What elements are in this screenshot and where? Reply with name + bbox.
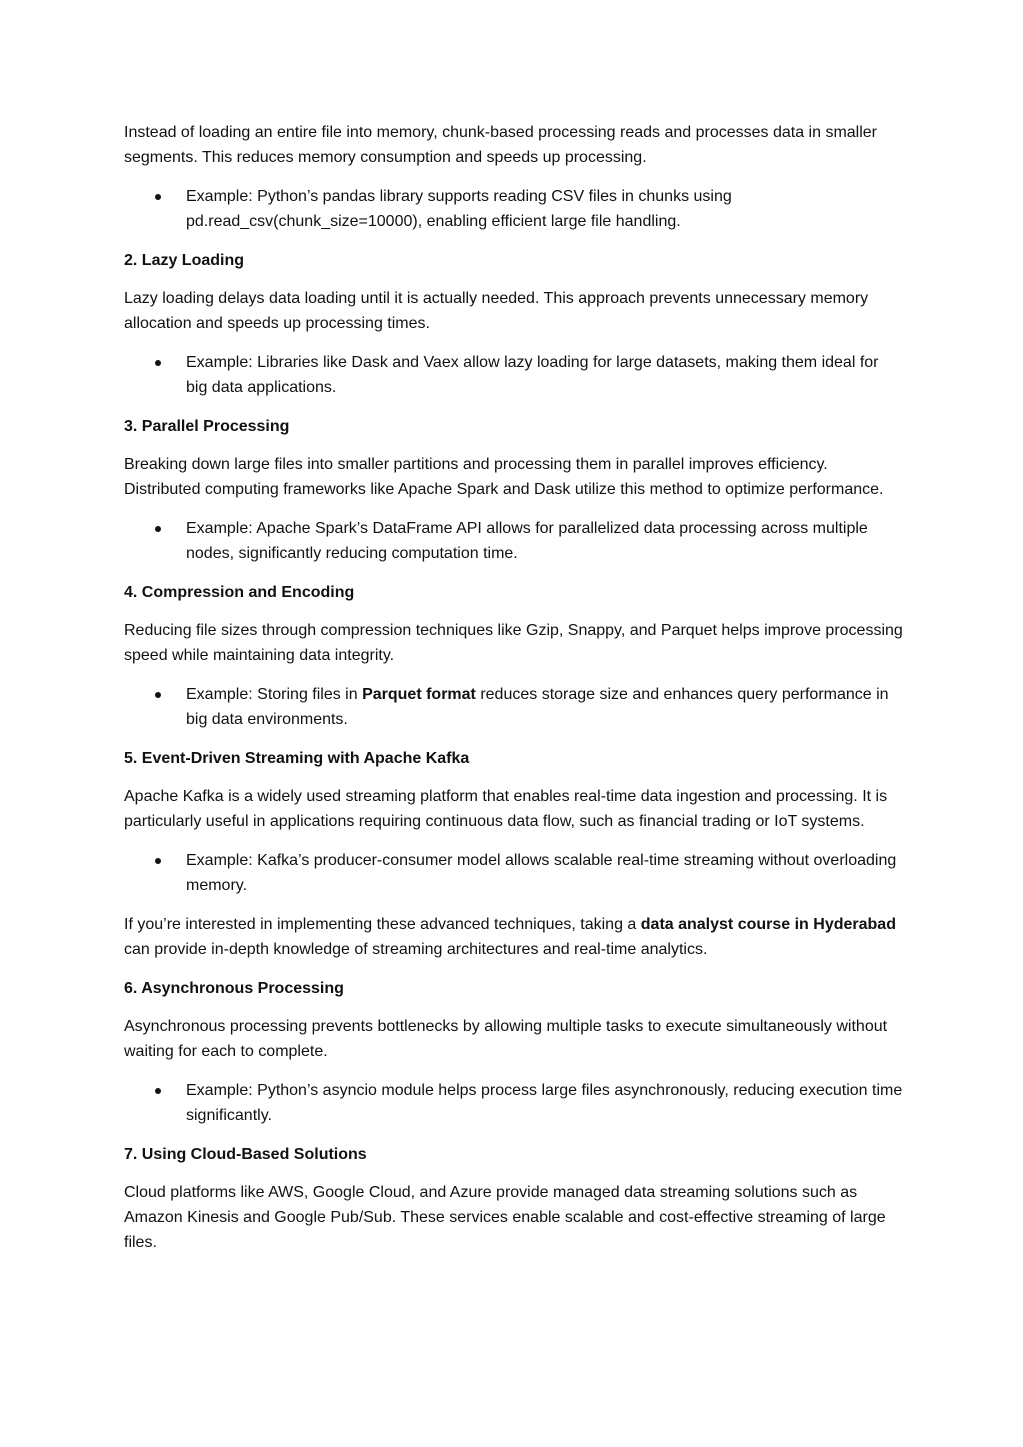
- list-item: Example: Libraries like Dask and Vaex allow lazy loading for large datasets, making them ideal for big data applications.: [186, 350, 904, 400]
- section-heading-compression: 4. Compression and Encoding: [124, 584, 355, 601]
- note-text-end: can provide in-depth knowledge of streaming architectures and real-time analytics.: [124, 941, 708, 958]
- async-example-list: [124, 1078, 904, 1128]
- intro-paragraph: Instead of loading an entire file into memory, chunk-based processing reads and processes data in smaller segments. This reduces memory consumption and speeds up processing.: [124, 124, 878, 166]
- section-heading-parallel-processing: 3. Parallel Processing: [124, 418, 290, 435]
- course-note-paragraph: [124, 912, 904, 962]
- parallel-processing-paragraph: Breaking down large files into smaller partitions and processing them in parallel improves efficiency. Distributed computing frameworks like Apache Spark and Dask utilize this method to optimize performance.: [124, 456, 884, 498]
- course-emphasis: data analyst course in Hyderabad: [640, 916, 896, 933]
- async-paragraph: Asynchronous processing prevents bottlenecks by allowing multiple tasks to execute simultaneously without waiting for each to complete.: [124, 1018, 888, 1060]
- list-item: Example: Python’s asyncio module helps process large files asynchronously, reducing execution time significantly.: [186, 1078, 904, 1128]
- parquet-format-emphasis: Parquet format: [362, 686, 476, 703]
- parallel-processing-example-list: [124, 516, 904, 566]
- document-page: [124, 120, 904, 1269]
- kafka-paragraph: Apache Kafka is a widely used streaming platform that enables real-time data ingestion and processing. It is particularly useful in applications requiring continuous data flow, such as financial trading or IoT systems.: [124, 788, 888, 830]
- list-item: [186, 682, 904, 732]
- list-item: Example: Python’s pandas library supports reading CSV files in chunks using pd.read_csv(chunk_size=10000), enabling efficient large file handling.: [186, 184, 904, 234]
- example-text-start: Example: Storing files in: [186, 686, 363, 703]
- example-text-end: reduces storage size and enhances query performance in big data environments.: [186, 686, 889, 728]
- kafka-example-list: [124, 848, 904, 898]
- list-item: Example: Kafka’s producer-consumer model allows scalable real-time streaming without overloading memory.: [186, 848, 904, 898]
- section-heading-lazy-loading: 2. Lazy Loading: [124, 252, 245, 269]
- note-text-start: If you’re interested in implementing these advanced techniques, taking a: [124, 916, 641, 933]
- list-item: Example: Apache Spark’s DataFrame API allows for parallelized data processing across multiple nodes, significantly reducing computation time.: [186, 516, 904, 566]
- lazy-loading-example-list: [124, 350, 904, 400]
- compression-paragraph: Reducing file sizes through compression techniques like Gzip, Snappy, and Parquet helps improve processing speed while maintaining data integrity.: [124, 622, 903, 664]
- compression-example-list: [124, 682, 904, 732]
- section-heading-cloud: 7. Using Cloud-Based Solutions: [124, 1146, 367, 1163]
- section-heading-kafka: 5. Event-Driven Streaming with Apache Kafka: [124, 750, 470, 767]
- intro-example-list: [124, 184, 904, 234]
- cloud-paragraph: Cloud platforms like AWS, Google Cloud, and Azure provide managed data streaming solutions such as Amazon Kinesis and Google Pub/Sub. These services enable scalable and cost-effective streaming of large files.: [124, 1184, 886, 1251]
- lazy-loading-paragraph: Lazy loading delays data loading until it is actually needed. This approach prevents unnecessary memory allocation and speeds up processing times.: [124, 290, 869, 332]
- section-heading-async: 6. Asynchronous Processing: [124, 980, 344, 997]
